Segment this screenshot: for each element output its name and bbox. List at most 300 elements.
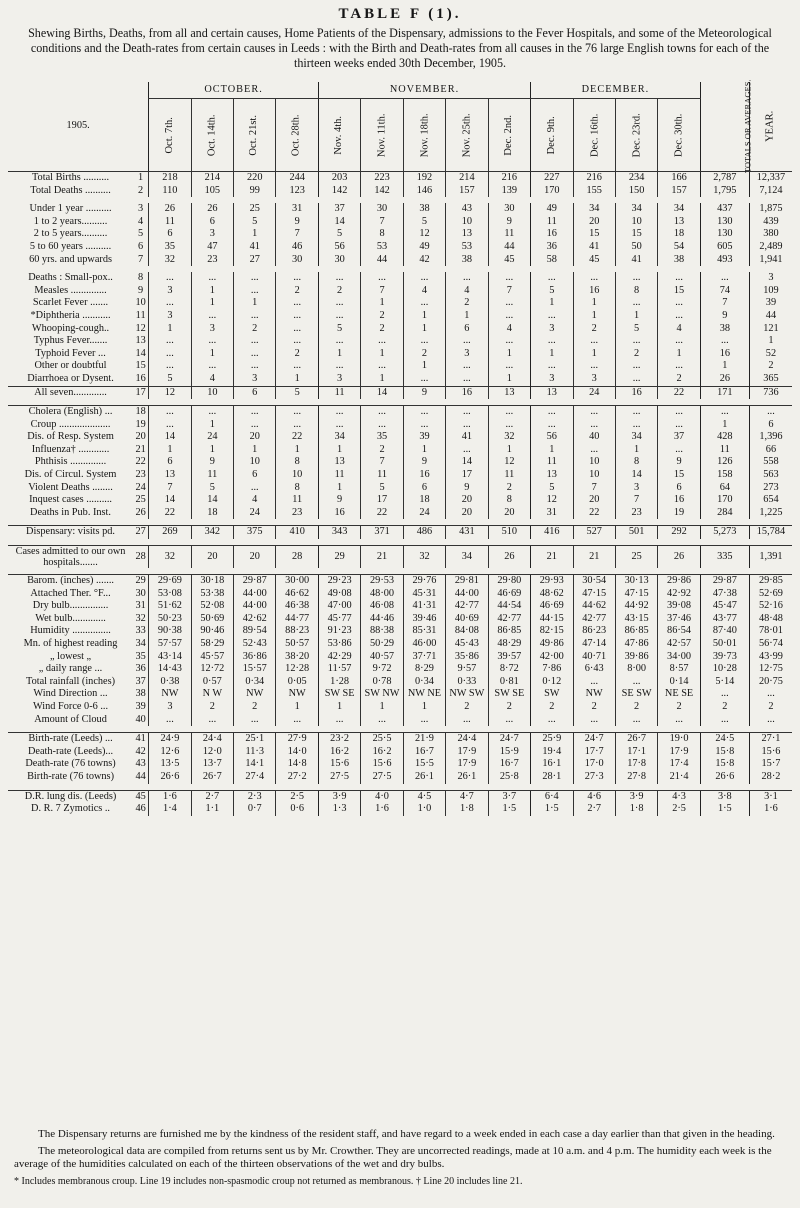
cell-year: 48·48 — [749, 613, 792, 626]
table-row — [8, 386, 792, 399]
cell-value: 1·6 — [361, 803, 403, 816]
cell-value: ... — [658, 272, 700, 285]
cell-value: 82·15 — [531, 625, 573, 638]
cell-total: 24·5 — [700, 733, 749, 746]
cell-value: 39·46 — [403, 613, 445, 626]
cell-value: ... — [573, 676, 615, 689]
cell-value: 1 — [403, 444, 445, 457]
cell-value: 7 — [615, 494, 657, 507]
cell-value: 3 — [149, 285, 191, 298]
row-number: 24 — [133, 482, 149, 495]
cell-value: 2 — [488, 482, 530, 495]
cell-value: 56 — [318, 241, 360, 254]
cell-value: 4 — [446, 285, 488, 298]
cell-value: 32 — [149, 546, 191, 569]
cell-total: 284 — [700, 507, 749, 520]
cell-value: 39·08 — [658, 600, 700, 613]
cell-total: 1 — [700, 419, 749, 432]
cell-value: 49·08 — [318, 588, 360, 601]
cell-year: 2 — [749, 701, 792, 714]
row-number: 21 — [133, 444, 149, 457]
cell-value: 3 — [573, 373, 615, 386]
row-number: 37 — [133, 676, 149, 689]
week-header — [149, 99, 191, 172]
cell-year: 43·99 — [749, 651, 792, 664]
cell-year: 1,875 — [749, 203, 792, 216]
cell-value: ... — [488, 310, 530, 323]
cell-value: 26·1 — [446, 771, 488, 784]
row-number: 9 — [133, 285, 149, 298]
cell-value: 14 — [615, 469, 657, 482]
cell-value: 14·0 — [276, 746, 318, 759]
cell-value: 44·54 — [488, 600, 530, 613]
cell-value: 1 — [446, 310, 488, 323]
cell-value: 40·71 — [573, 651, 615, 664]
row-number: 39 — [133, 701, 149, 714]
cell-value: 2 — [446, 701, 488, 714]
table-header — [8, 79, 792, 173]
cell-value: 1 — [531, 297, 573, 310]
cell-value: 36 — [531, 241, 573, 254]
row-label: Wind Force 0-6 ... — [32, 700, 109, 712]
row-label: Humidity ............... — [30, 625, 111, 637]
cell-value: 49 — [531, 203, 573, 216]
cell-total: 43·77 — [700, 613, 749, 626]
cell-value: 142 — [361, 185, 403, 198]
cell-value: 3·7 — [488, 790, 530, 803]
cell-value: 2·3 — [234, 790, 276, 803]
cell-value: 2 — [234, 701, 276, 714]
cell-value: ... — [615, 272, 657, 285]
cell-value: 15 — [573, 228, 615, 241]
cell-value: 29·80 — [488, 575, 530, 588]
cell-value: 0·6 — [276, 803, 318, 816]
cell-value: 1 — [403, 701, 445, 714]
cell-value: ... — [234, 714, 276, 727]
cell-value: 6·4 — [531, 790, 573, 803]
cell-value: 24 — [234, 507, 276, 520]
cell-value: 53·38 — [191, 588, 233, 601]
cell-total: 5,273 — [700, 526, 749, 539]
cell-value: 86·23 — [573, 625, 615, 638]
cell-year: 1,941 — [749, 254, 792, 267]
cell-value: 157 — [658, 185, 700, 198]
cell-year: 365 — [749, 373, 792, 386]
cell-value: 15·6 — [318, 758, 360, 771]
cell-value: 47·14 — [573, 638, 615, 651]
cell-value: 2·5 — [276, 790, 318, 803]
cell-value: 17·9 — [446, 758, 488, 771]
row-number: 34 — [133, 638, 149, 651]
cell-value: SE SW — [615, 688, 657, 701]
cell-value: 13·5 — [149, 758, 191, 771]
cell-value: 17·9 — [658, 746, 700, 759]
cell-value: ... — [446, 373, 488, 386]
cell-total: 2 — [700, 701, 749, 714]
cell-value: ... — [234, 335, 276, 348]
cell-value: 17·8 — [615, 758, 657, 771]
cell-year: 563 — [749, 469, 792, 482]
cell-value: 45·43 — [446, 638, 488, 651]
cell-value: 35 — [361, 431, 403, 444]
cell-value: 9 — [403, 386, 445, 399]
week-header-label: Oct. 7th. — [163, 116, 175, 154]
cell-value: 0·78 — [361, 676, 403, 689]
cell-value: 2 — [276, 348, 318, 361]
cell-value: 53·86 — [318, 638, 360, 651]
cell-value: 53·08 — [149, 588, 191, 601]
cell-year: 273 — [749, 482, 792, 495]
cell-value: 19·4 — [531, 746, 573, 759]
cell-value: 11·3 — [234, 746, 276, 759]
cell-value: 123 — [276, 185, 318, 198]
cell-value: 46·08 — [361, 600, 403, 613]
cell-value: ... — [488, 419, 530, 432]
cell-total: 171 — [700, 386, 749, 399]
cell-value: ... — [191, 335, 233, 348]
cell-value: ... — [615, 676, 657, 689]
cell-value: 50·57 — [276, 638, 318, 651]
cell-value: 28·1 — [531, 771, 573, 784]
cell-year: 3·1 — [749, 790, 792, 803]
row-label: Cholera (English) ... — [8, 406, 133, 419]
cell-value: 9 — [658, 456, 700, 469]
cell-value: 16 — [403, 469, 445, 482]
cell-value: ... — [658, 419, 700, 432]
cell-value: 14·1 — [234, 758, 276, 771]
cell-value: ... — [403, 373, 445, 386]
cell-value: 2 — [531, 701, 573, 714]
cell-value: 5 — [615, 323, 657, 336]
week-header-label: Dec. 9th. — [545, 115, 557, 155]
cell-value: 21 — [531, 546, 573, 569]
week-header — [191, 99, 233, 172]
week-header — [446, 99, 488, 172]
cell-value: 9·72 — [361, 663, 403, 676]
table-row — [8, 469, 792, 482]
cell-value: 37·71 — [403, 651, 445, 664]
cell-value: ... — [658, 335, 700, 348]
cell-value: ... — [361, 714, 403, 727]
cell-value: NE SE — [658, 688, 700, 701]
cell-value: 0·34 — [234, 676, 276, 689]
cell-value: 16 — [446, 386, 488, 399]
cell-value: 32 — [149, 254, 191, 267]
cell-value: 1 — [149, 444, 191, 457]
cell-value: 42·92 — [658, 588, 700, 601]
cell-value: 26·6 — [149, 771, 191, 784]
cell-value: 26 — [658, 546, 700, 569]
cell-value: ... — [149, 419, 191, 432]
cell-value: 16·7 — [488, 758, 530, 771]
cell-value: ... — [446, 335, 488, 348]
cell-value: 26·7 — [191, 771, 233, 784]
cell-value: 12 — [403, 228, 445, 241]
footnote-meteorological: The meteorological data are compiled from returns sent us by Mr. Crowther. They are uncorrected readings, made at 10 a.m. and 4 p.m. The humidity each week is the average of the humidities calculated on each of the thirteen observations of the wet and dry bulbs. — [14, 1144, 772, 1170]
cell-value: 46·69 — [488, 588, 530, 601]
cell-value: 1 — [191, 348, 233, 361]
cell-value: 6 — [658, 482, 700, 495]
cell-value: 6 — [446, 323, 488, 336]
row-number: 44 — [133, 771, 149, 784]
cell-value: 18 — [191, 507, 233, 520]
row-label: Dry bulb............... — [32, 600, 109, 612]
cell-total: 29·87 — [700, 575, 749, 588]
row-number: 11 — [133, 310, 149, 323]
cell-value: 13 — [658, 216, 700, 229]
table-row — [8, 676, 792, 689]
cell-value: 1 — [403, 323, 445, 336]
row-number: 18 — [133, 406, 149, 419]
cell-year: 15,784 — [749, 526, 792, 539]
cell-value: ... — [361, 406, 403, 419]
cell-total: ... — [700, 688, 749, 701]
cell-value: 9 — [276, 216, 318, 229]
cell-value: 269 — [149, 526, 191, 539]
cell-value: 17·9 — [446, 746, 488, 759]
cell-value: 39·57 — [488, 651, 530, 664]
cell-value: 9 — [318, 494, 360, 507]
cell-value: 1 — [361, 297, 403, 310]
cell-value: 4·0 — [361, 790, 403, 803]
cell-value: 11 — [488, 469, 530, 482]
cell-value: 32 — [488, 431, 530, 444]
cell-value: 15 — [658, 285, 700, 298]
cell-year: 15·6 — [749, 746, 792, 759]
cell-value: ... — [318, 297, 360, 310]
cell-total: 1,795 — [700, 185, 749, 198]
cell-value: 91·23 — [318, 625, 360, 638]
cell-value: SW — [531, 688, 573, 701]
row-label: Croup .................... — [30, 418, 111, 430]
row-label: Birth-rate (Leeds) ... — [8, 733, 133, 746]
row-number: 3 — [133, 203, 149, 216]
cell-value: 51·62 — [149, 600, 191, 613]
cell-value: 34 — [318, 431, 360, 444]
cell-year: 28·2 — [749, 771, 792, 784]
cell-value: ... — [191, 360, 233, 373]
cell-value: 8·72 — [488, 663, 530, 676]
cell-total: 7 — [700, 297, 749, 310]
cell-value: 1·6 — [149, 790, 191, 803]
cell-value: ... — [658, 444, 700, 457]
cell-value: ... — [615, 360, 657, 373]
cell-value: 54 — [658, 241, 700, 254]
cell-value: 7 — [488, 285, 530, 298]
cell-total: 1 — [700, 360, 749, 373]
cell-value: 1 — [615, 444, 657, 457]
cell-value: 2 — [573, 323, 615, 336]
cell-value: 14·8 — [276, 758, 318, 771]
cell-value: ... — [573, 335, 615, 348]
row-label: Wet bulb............. — [35, 612, 106, 624]
cell-value: 150 — [615, 185, 657, 198]
cell-value: 86·85 — [615, 625, 657, 638]
cell-value: 2 — [658, 373, 700, 386]
cell-value: ... — [531, 360, 573, 373]
cell-year: 2,489 — [749, 241, 792, 254]
cell-value: 1 — [234, 297, 276, 310]
table-row — [8, 419, 792, 432]
cell-value: 0·7 — [234, 803, 276, 816]
cell-value: 1 — [234, 228, 276, 241]
cell-value: 416 — [531, 526, 573, 539]
cell-total: 64 — [700, 482, 749, 495]
week-header — [573, 99, 615, 172]
statistics-table — [8, 79, 792, 816]
row-label: Attached Ther. °F... — [30, 587, 111, 599]
row-number: 7 — [133, 254, 149, 267]
cell-total: 126 — [700, 456, 749, 469]
cell-value: 13 — [446, 228, 488, 241]
cell-value: 37·46 — [658, 613, 700, 626]
cell-value: ... — [403, 419, 445, 432]
cell-year: ... — [749, 688, 792, 701]
cell-value: 8 — [361, 228, 403, 241]
cell-value: ... — [234, 285, 276, 298]
table-row — [8, 771, 792, 784]
table-row — [8, 688, 792, 701]
cell-value: 2 — [488, 701, 530, 714]
cell-value: 7 — [276, 228, 318, 241]
cell-value: 15 — [658, 469, 700, 482]
cell-value: 342 — [191, 526, 233, 539]
cell-value: 510 — [488, 526, 530, 539]
cell-value: 9 — [191, 456, 233, 469]
row-label: Dis. of Circul. System — [24, 469, 117, 481]
month-december: DECEMBER. — [531, 82, 701, 99]
cell-value: 6 — [149, 456, 191, 469]
row-label: Death-rate (76 towns) — [25, 758, 116, 770]
cell-total: 38 — [700, 323, 749, 336]
cell-value: 1 — [318, 701, 360, 714]
cell-value: ... — [488, 714, 530, 727]
row-label: Death-rate (Leeds)... — [27, 745, 114, 757]
cell-value: 12·28 — [276, 663, 318, 676]
cell-value: 0·14 — [658, 676, 700, 689]
cell-year: 439 — [749, 216, 792, 229]
cell-value: 7 — [573, 482, 615, 495]
cell-value: 23·2 — [318, 733, 360, 746]
cell-value: 25·8 — [488, 771, 530, 784]
cell-year: 109 — [749, 285, 792, 298]
cell-value: ... — [573, 360, 615, 373]
cell-value: 13 — [531, 469, 573, 482]
table-row — [8, 172, 792, 185]
row-label: Deaths in Pub. Inst. — [30, 506, 111, 518]
cell-value: ... — [658, 406, 700, 419]
cell-total: 5·14 — [700, 676, 749, 689]
cell-value: 1 — [531, 444, 573, 457]
cell-value: NW — [573, 688, 615, 701]
cell-value: 24 — [573, 386, 615, 399]
cell-value: 46·38 — [276, 600, 318, 613]
cell-value: 86·85 — [488, 625, 530, 638]
cell-value: 1 — [276, 373, 318, 386]
cell-value: ... — [615, 406, 657, 419]
cell-value: NW — [234, 688, 276, 701]
cell-value: 11 — [531, 456, 573, 469]
cell-value: 40·57 — [361, 651, 403, 664]
cell-value: 16·7 — [403, 746, 445, 759]
cell-value: 42·77 — [573, 613, 615, 626]
row-label: 5 to 60 years .......... — [29, 240, 112, 252]
cell-value: 12·72 — [191, 663, 233, 676]
table-row — [8, 701, 792, 714]
cell-value: ... — [318, 335, 360, 348]
row-label: Deaths : Small-pox.. — [28, 272, 113, 284]
cell-value: 1 — [361, 348, 403, 361]
cell-value: ... — [276, 360, 318, 373]
cell-value: 1 — [191, 285, 233, 298]
cell-value: ... — [531, 272, 573, 285]
cell-value: 16·2 — [318, 746, 360, 759]
cell-value: 25·1 — [234, 733, 276, 746]
cell-value: ... — [531, 310, 573, 323]
header-totals-label: TOTALS OR AVERAGES. — [742, 79, 753, 173]
cell-value: 31 — [276, 203, 318, 216]
cell-value: 157 — [446, 185, 488, 198]
row-label: „ daily range ... — [38, 663, 103, 675]
cell-value: 10 — [234, 456, 276, 469]
cell-value: ... — [318, 419, 360, 432]
cell-value: ... — [658, 714, 700, 727]
cell-value: 3 — [318, 373, 360, 386]
cell-value: 44·77 — [276, 613, 318, 626]
cell-value: 1 — [318, 348, 360, 361]
cell-value: 14 — [318, 216, 360, 229]
cell-value: 3·9 — [615, 790, 657, 803]
cell-total: 605 — [700, 241, 749, 254]
cell-value: 27·8 — [615, 771, 657, 784]
table-row — [8, 406, 792, 419]
cell-value: 24·9 — [149, 733, 191, 746]
cell-value: ... — [488, 272, 530, 285]
cell-value: 3 — [615, 482, 657, 495]
cell-value: 431 — [446, 526, 488, 539]
cell-value: ... — [361, 272, 403, 285]
row-number: 27 — [133, 526, 149, 539]
cell-value: 2·7 — [191, 790, 233, 803]
cell-value: 1 — [531, 348, 573, 361]
cell-value: 139 — [488, 185, 530, 198]
cell-value: 46·62 — [276, 588, 318, 601]
cell-value: 12 — [149, 386, 191, 399]
week-header — [488, 99, 530, 172]
cell-value: ... — [318, 310, 360, 323]
cell-value: 50 — [615, 241, 657, 254]
cell-value: ... — [573, 444, 615, 457]
cell-value: 38·20 — [276, 651, 318, 664]
cell-value: ... — [149, 272, 191, 285]
cell-value: 4 — [234, 494, 276, 507]
week-header-label: Nov. 25th. — [461, 113, 473, 157]
row-number: 26 — [133, 507, 149, 520]
cell-value: 21·9 — [403, 733, 445, 746]
cell-value: 1 — [403, 310, 445, 323]
cell-value: 5 — [531, 482, 573, 495]
cell-value: 486 — [403, 526, 445, 539]
table-row — [8, 651, 792, 664]
cell-value: 29·69 — [149, 575, 191, 588]
week-header-label: Nov. 4th. — [333, 115, 345, 155]
cell-value: ... — [403, 272, 445, 285]
cell-total: 45·47 — [700, 600, 749, 613]
cell-value: 4 — [191, 373, 233, 386]
caption-text: Shewing Births, Deaths, from all and certain causes, Home Patients of the Dispensary, admissions to the Fever Hospitals, and some of the Meteorological conditions and the Death-rates from certain causes in Leeds : with the Birth and Death-rates from all causes in the 76 large English towns for each of the thirteen weeks ended 30th December, 1905. — [28, 26, 772, 70]
cell-value: 35·86 — [446, 651, 488, 664]
table-row — [8, 494, 792, 507]
